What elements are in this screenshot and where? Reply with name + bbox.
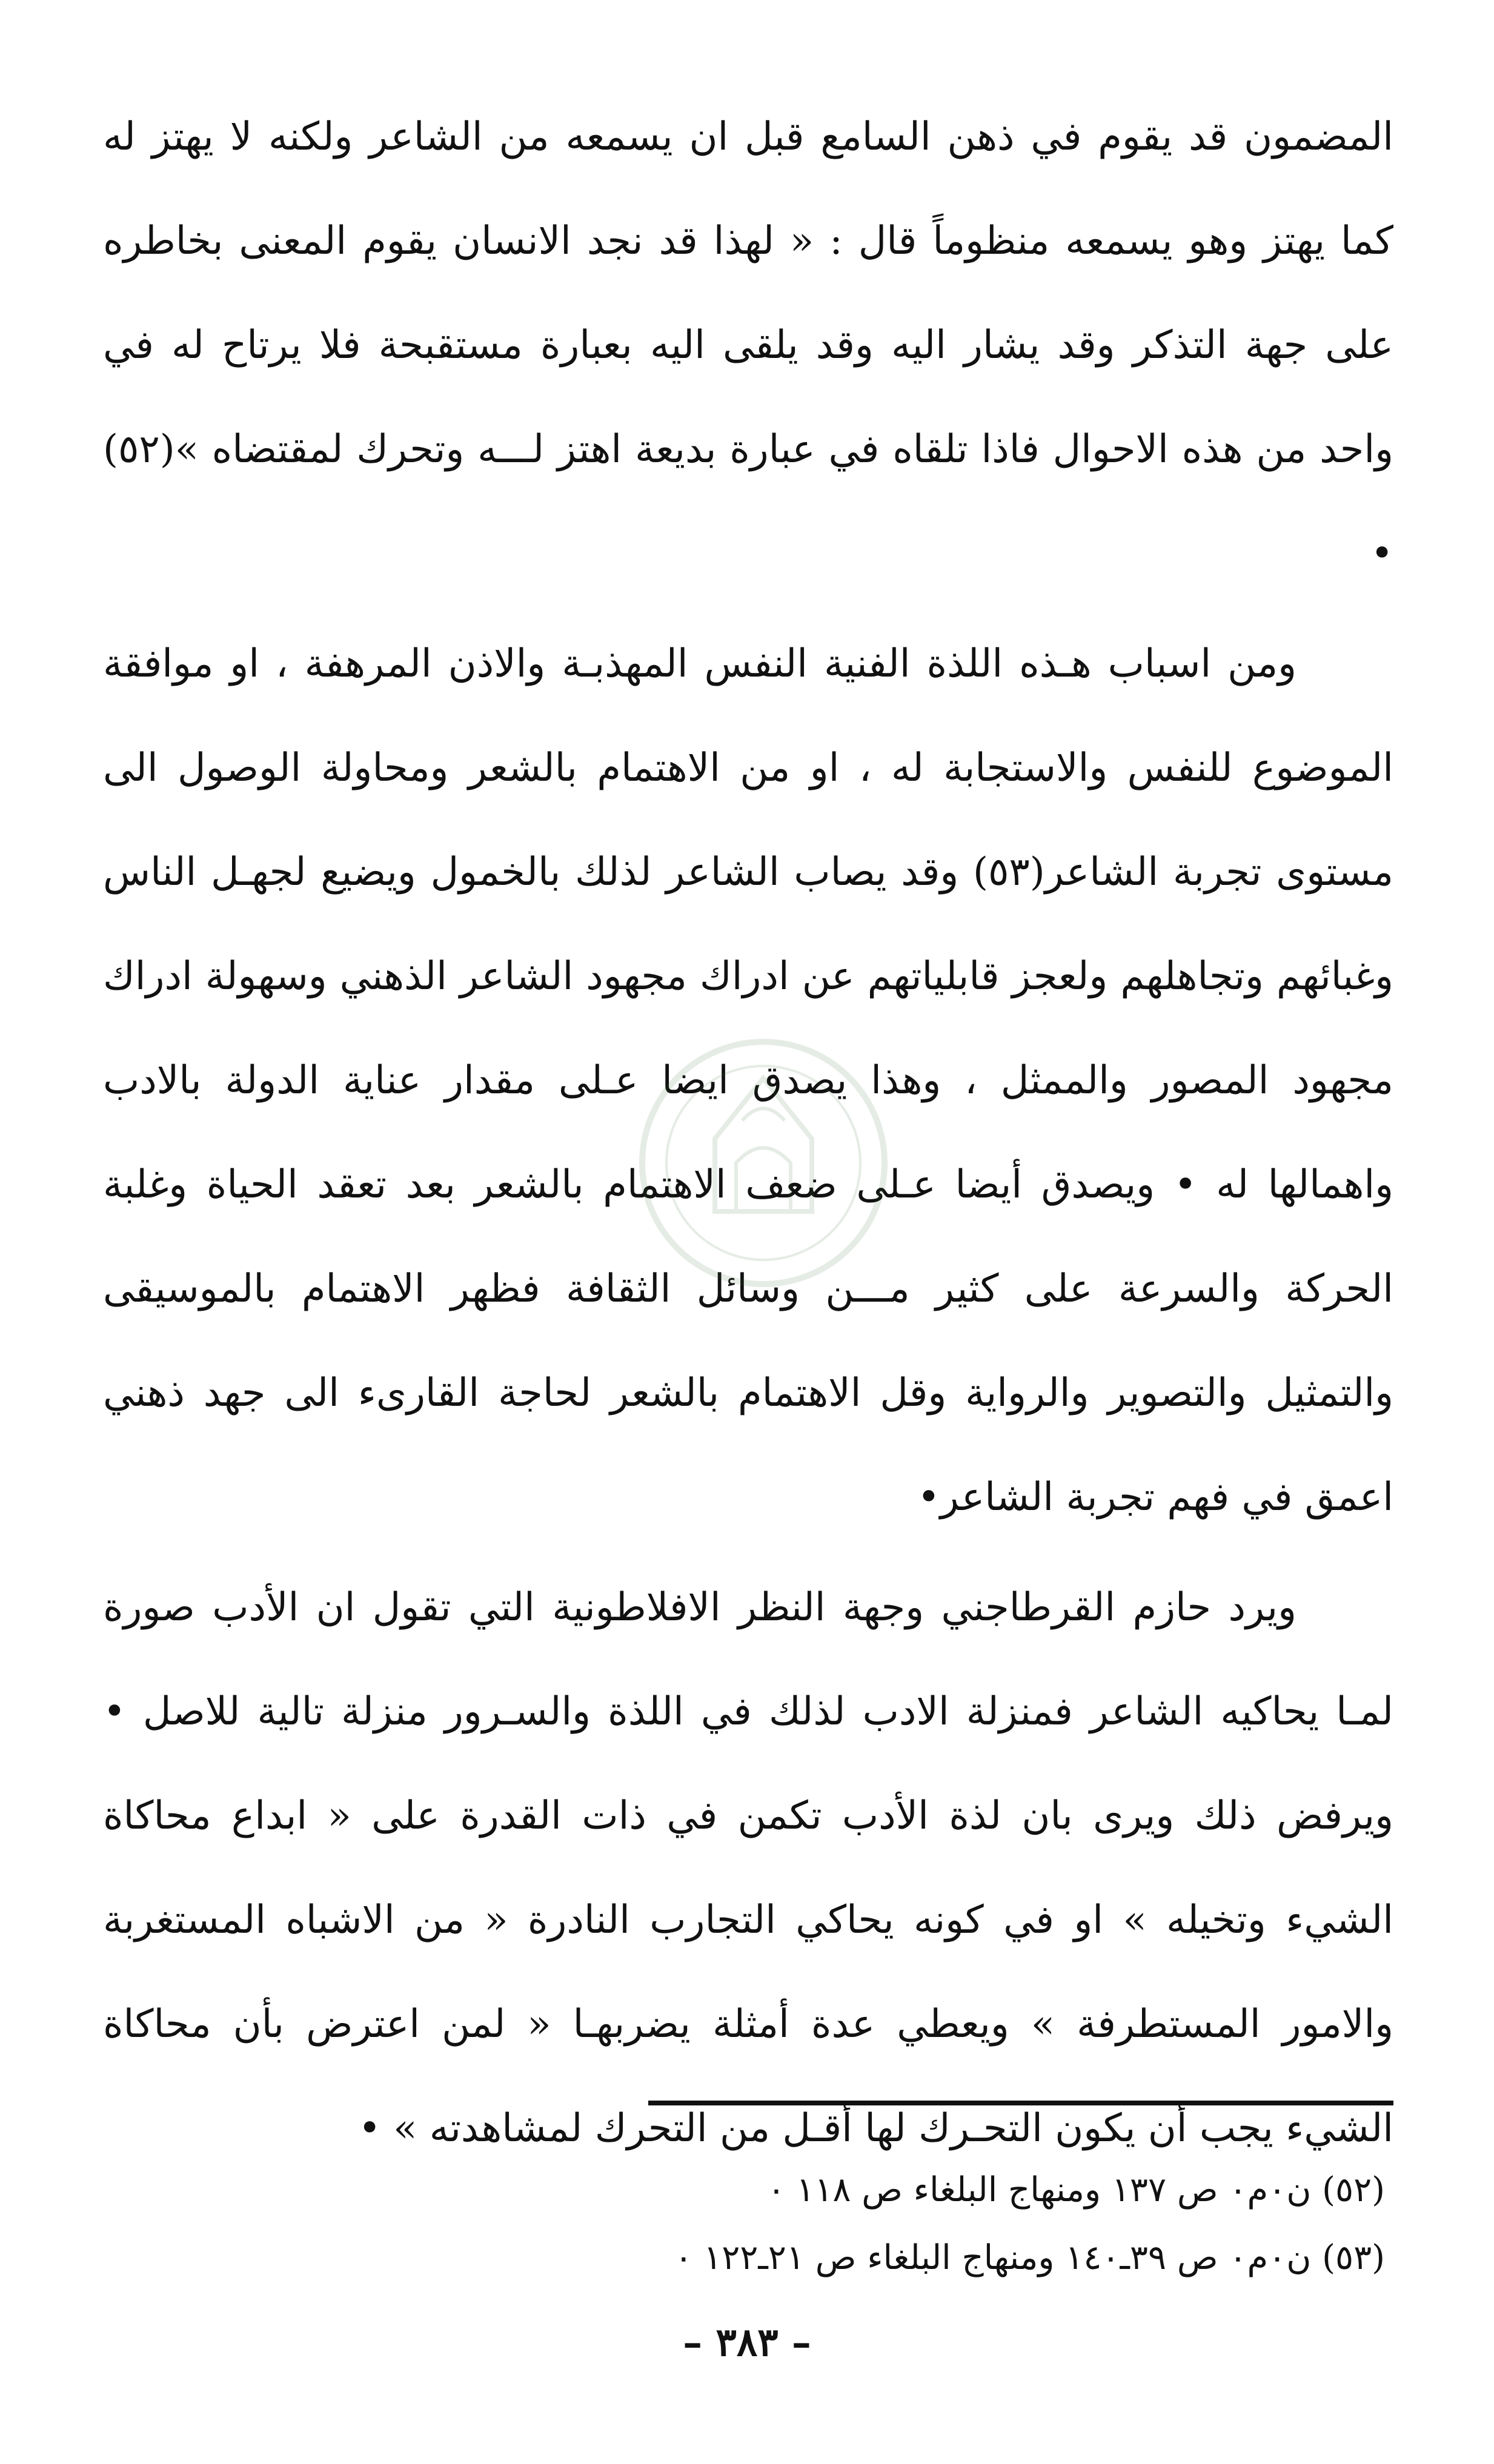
footnotes bbox=[113, 2156, 1385, 2292]
page-number: – ٣٨٣ – bbox=[683, 2320, 811, 2365]
paragraph-2: ومن اسباب هـذه اللذة الفنية النفس المهذبـة والاذن المرهفة ، او موافقة الموضوع للنفس والاستجابة له ، او من الاهتمام بالشعر ومحاولة الوصول الى مستوى تجربة الشاعر(٥٣) وقد يصاب الشاعر لذلك بالخمول ويضيع لجهـل الناس وغبائهم وتجاهلهم ولعجز قابلياتهم عن ادراك مجهود الشاعر الذهني وسهولة ادراك مجهود المصور والممثل ، وهذا يصدق ايضا عـلى مقدار عناية الدولة بالادب واهمالها له • ويصدق أيضا عـلى ضعف الاهتمام بالشعر بعد تعقد الحياة وغلبة الحركة والسرعة على كثير مـــن وسائل الثقافة فظهر الاهتمام بالموسيقى والتمثيل والتصوير والرواية وقل الاهتمام بالشعر لحاجة القارىء الى جهد ذهني اعمق في فهم تجربة الشاعر• bbox=[103, 641, 1394, 1520]
footnote-53: (٥٣) ن٠م٠ ص ٣٩ـ١٤٠ ومنهاج البلغاء ص ٢١ـ١٢٢ ٠ bbox=[674, 2238, 1385, 2277]
paragraph-1: المضمون قد يقوم في ذهن السامع قبل ان يسمعه من الشاعر ولكنه لا يهتز له كما يهتز وهو يسمعه منظوماً قال : « لهذا قد نجد الانسان يقوم المعنى بخاطره على جهة التذكر وقد يشار اليه وقد يلقى اليه بعبارة مستقبحة فلا يرتاح له في واحد من هذه الاحوال فاذا تلقاه في عبارة بديعة اهتز لـــه وتحرك لمقتضاه »(٥٢) • bbox=[103, 114, 1393, 576]
footnote-divider bbox=[648, 2101, 1393, 2105]
page-body bbox=[103, 85, 1393, 2181]
footnote-52: (٥٢) ن٠م٠ ص ١٣٧ ومنهاج البلغاء ص ١١٨ ٠ bbox=[767, 2170, 1385, 2210]
paragraph-3: ويرد حازم القرطاجني وجهة النظر الافلاطونية التي تقول ان الأدب صورة لمـا يحاكيه الشاعر فمنزلة الادب لذلك في اللذة والسـرور منزلة تالية للاصل • ويرفض ذلك ويرى بان لذة الأدب تكمن في ذات القدرة على « ابداع محاكاة الشيء وتخيله » او في كونه يحاكي التجارب النادرة « من الاشباه المستغربة والامور المستطرفة » ويعطي عدة أمثلة يضربهـا « لمن اعترض بأن محاكاة الشيء يجب أن يكون التحـرك لها أقـل من التحرك لمشاهدته » • bbox=[103, 1585, 1394, 2151]
